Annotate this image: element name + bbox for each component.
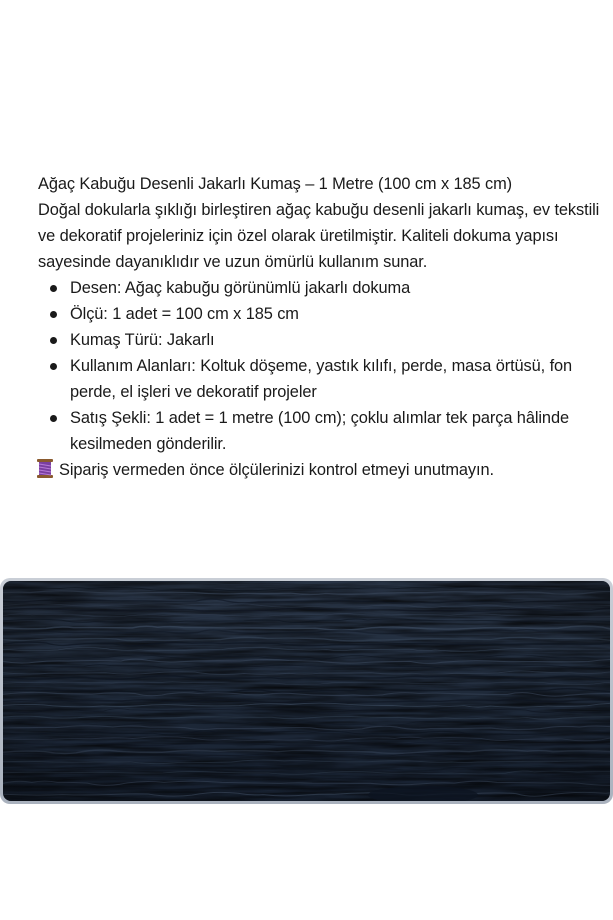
feature-list — [38, 275, 608, 457]
measurement-note — [36, 457, 606, 486]
product-intro: Doğal dokularla şıklığı birleştiren ağaç kabuğu desenli jakarlı kumaş, ev tekstili ve dekoratif projeleriniz için özel olarak üretilmiştir. Kaliteli dokuma yapısı sayesinde dayanıklıdır ve uzun ömürlü kullanım sunar. — [38, 201, 600, 271]
feature-item-size: Ölçü: 1 adet = 100 cm x 185 cm — [70, 301, 608, 327]
product-description — [38, 171, 608, 486]
fabric-texture — [3, 581, 610, 801]
fabric-sample-image — [0, 578, 613, 804]
product-title: Ağaç Kabuğu Desenli Jakarlı Kumaş – 1 Metre (100 cm x 185 cm) — [38, 175, 512, 193]
feature-item-fabric-type: Kumaş Türü: Jakarlı — [70, 327, 608, 353]
measurement-note-text: Sipariş vermeden önce ölçülerinizi kontrol etmeyi unutmayın. — [59, 461, 494, 479]
thread-spool-icon — [36, 459, 54, 486]
feature-item-usage-areas: Kullanım Alanları: Koltuk döşeme, yastık kılıfı, perde, masa örtüsü, fon perde, el işleri ve dekoratif projeler — [70, 353, 608, 405]
feature-item-pattern: Desen: Ağaç kabuğu görünümlü jakarlı dokuma — [70, 275, 608, 301]
feature-item-sale-type: Satış Şekli: 1 adet = 1 metre (100 cm); çoklu alımlar tek parça hâlinde kesilmeden gönderilir. — [70, 405, 608, 457]
fabric-vignette — [3, 581, 610, 801]
